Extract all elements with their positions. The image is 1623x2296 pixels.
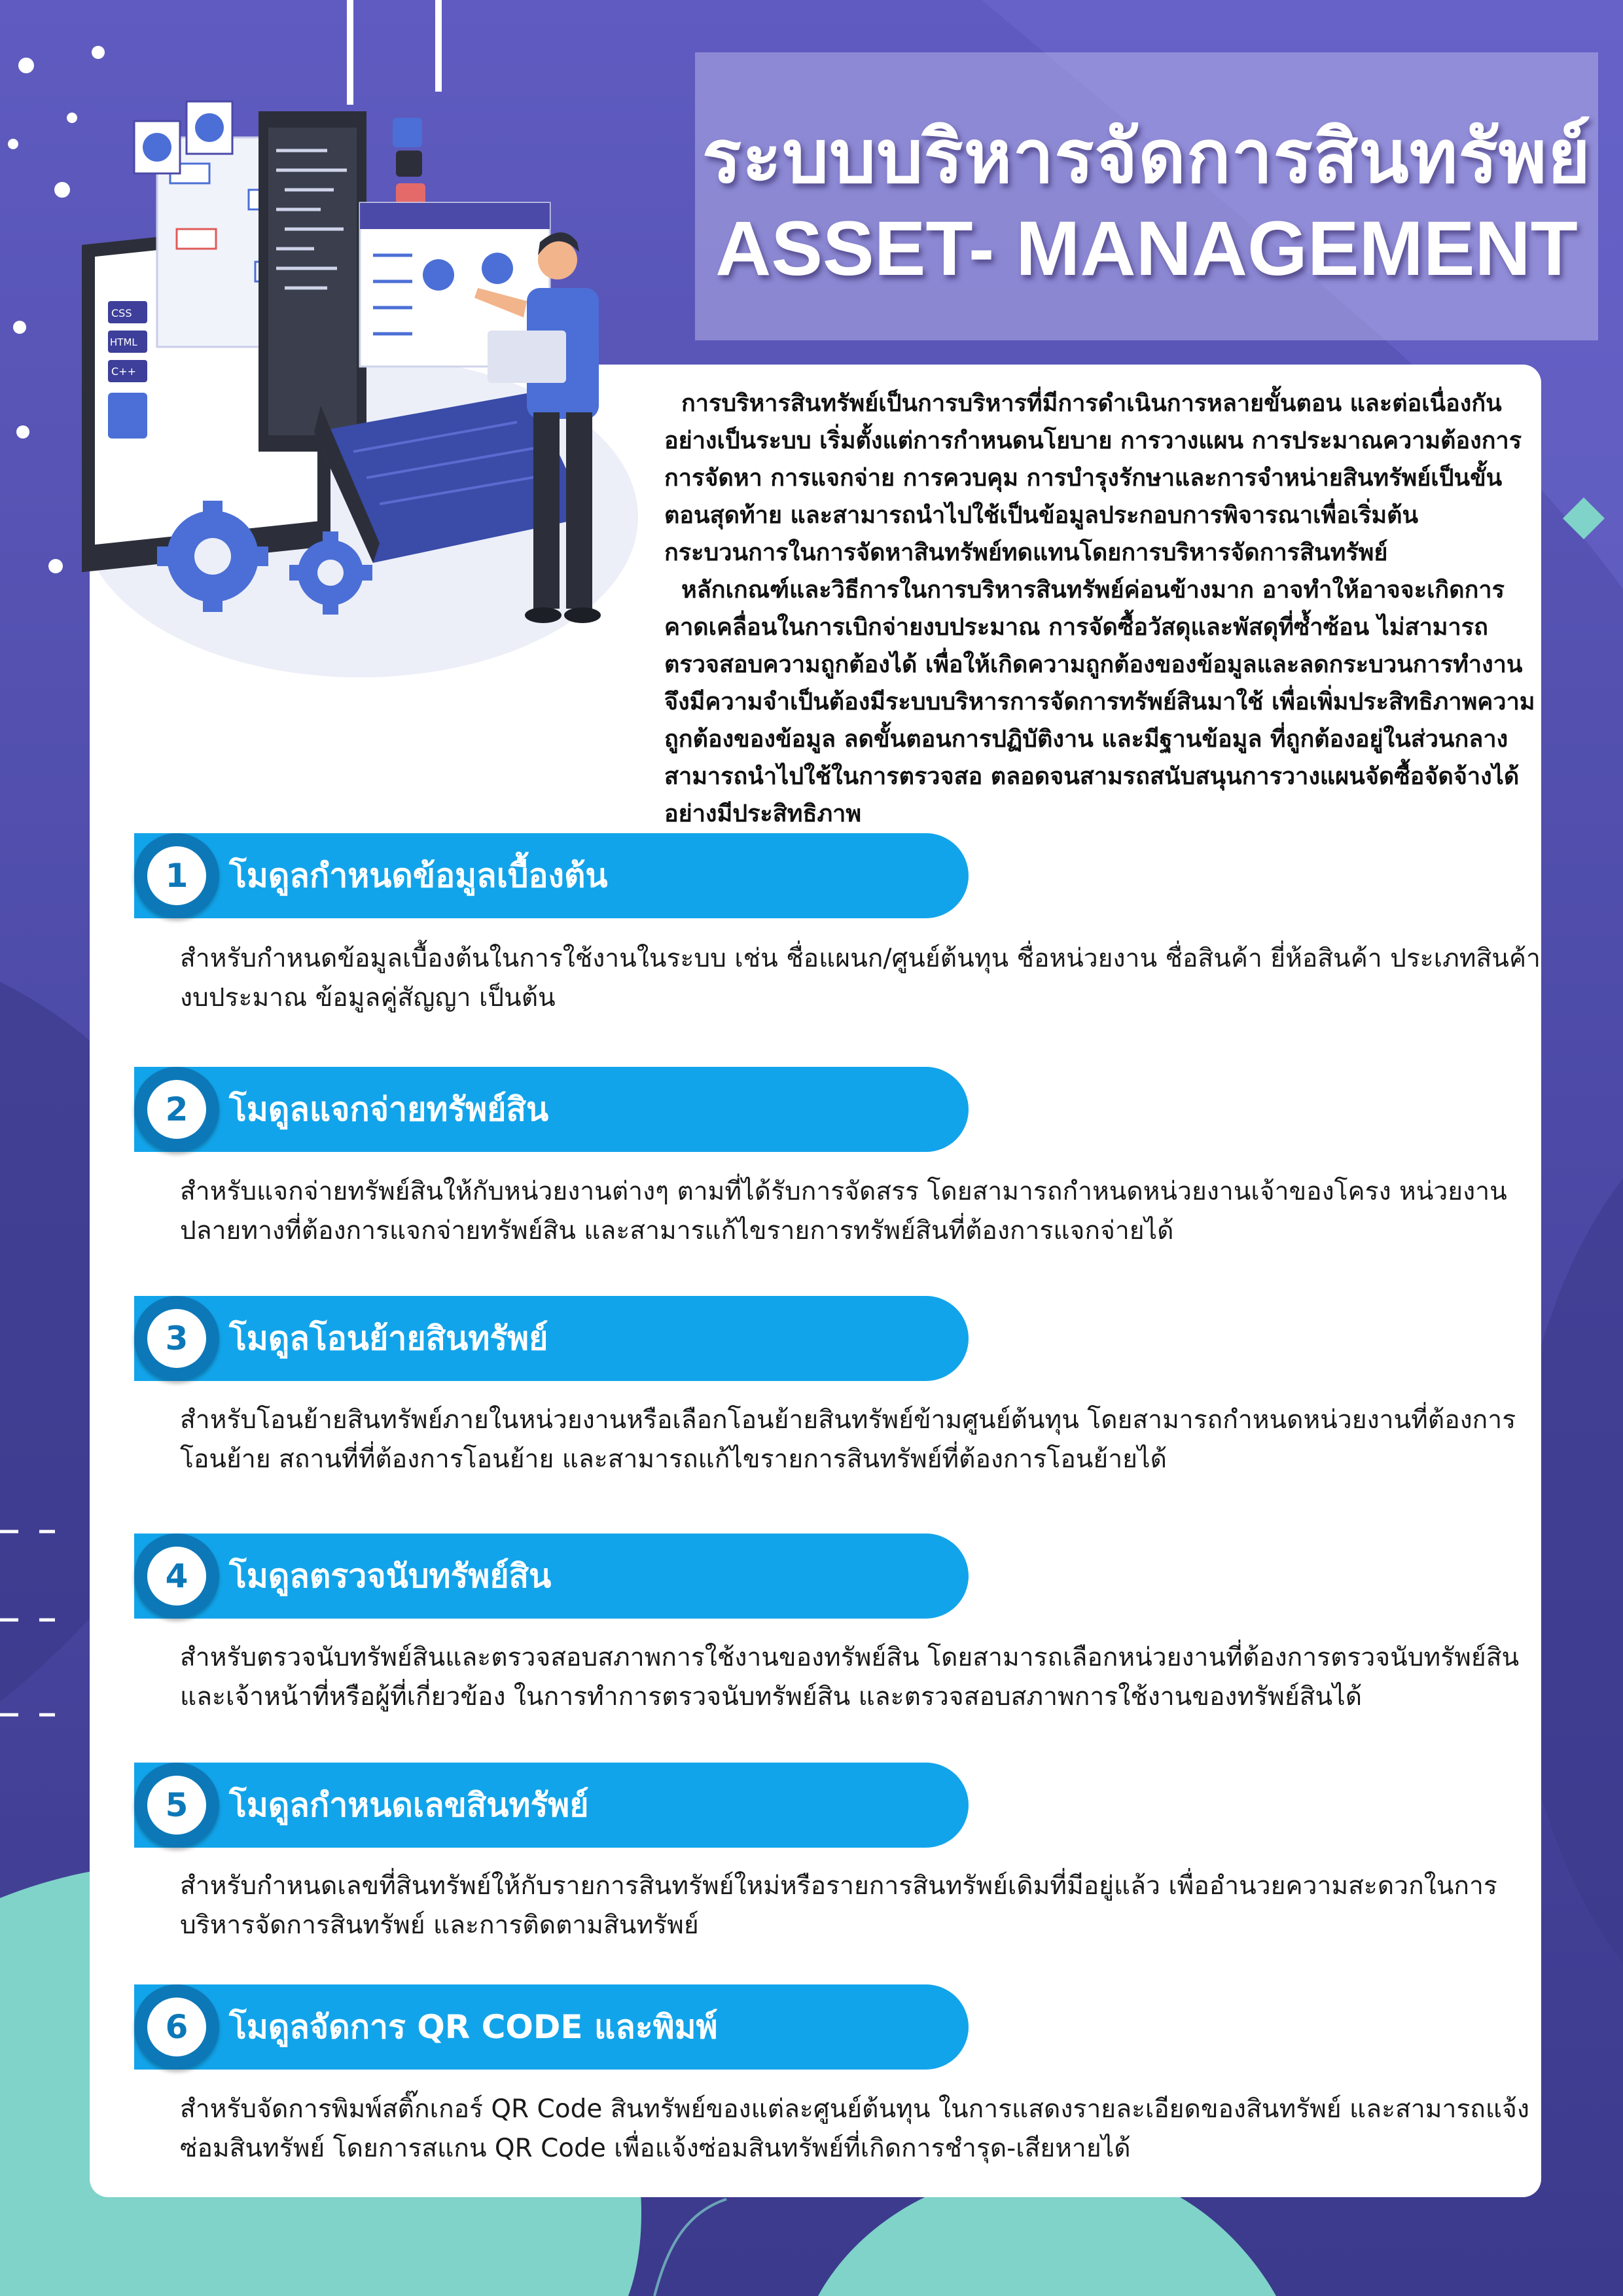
module-title: โมดูลแจกจ่ายทรัพย์สิน bbox=[229, 1090, 549, 1128]
module-description: สำหรับกำหนดเลขที่สินทรัพย์ให้กับรายการสินทรัพย์ใหม่หรือรายการสินทรัพย์เดิมที่มีอยู่แล้ว เพื่ออำนวยความสะดวกในการบริหารจัดการสินทรัพย์ และการติดตามสินทรัพย์ bbox=[180, 1871, 1497, 1940]
module-number: 1 bbox=[147, 846, 206, 905]
module-title: โมดูลจัดการ QR CODE และพิมพ์ bbox=[229, 2008, 718, 2046]
module-number-badge bbox=[134, 1296, 219, 1381]
module-number-badge bbox=[134, 1067, 219, 1152]
screen-label-html: HTML bbox=[110, 336, 137, 348]
module-number-badge bbox=[134, 1763, 219, 1848]
intro-paragraph-2: หลักเกณฑ์และวิธีการในการบริหารสินทรัพย์ค่อนข้างมาก อาจทำให้อาจจะเกิดการคาดเคลื่อนในการเบิกจ่ายงบประมาณ การจัดซื้อวัสดุและพัสดุที่ซ้ำซ้อน ไม่สามารถตรวจสอบความถูกต้องได้ เพื่อให้เกิดความถูกต้องของข้อมูลและลดกระบวนการทำงาน จึงมีความจำเป็นต้องมีระบบบริหารการจัดการทรัพย์สินมาใช้ เพื่อเพิ่มประสิทธิภาพความถูกต้องของข้อมูล ลดขั้นตอนการปฏิบัติงาน และมีฐานข้อมูล ที่ถูกต้องอยู่ในส่วนกลาง สามารถนำไปใช้ในการตรวจสอ ตลอดจนสามรถสนับสนุนการวางแผนจัดซื้อจัดจ้างได้อย่างมีประสิทธิภาพ bbox=[664, 577, 1535, 827]
screen-label-cpp: C++ bbox=[111, 365, 136, 378]
module-description: สำหรับจัดการพิมพ์สติ๊กเกอร์ QR Code สินทรัพย์ของแต่ละศูนย์ต้นทุน ในการแสดงรายละเอียดของสินทรัพย์ และสามารถแจ้งซ่อมสินทรัพย์ โดยการสแกน QR Code เพื่อแจ้งซ่อมสินทรัพย์ที่เกิดการชำรุด-เสียหายได้ bbox=[180, 2094, 1529, 2163]
module-description: สำหรับแจกจ่ายทรัพย์สินให้กับหน่วยงานต่างๆ ตามที่ได้รับการจัดสรร โดยสามารถกำหนดหน่วยงานเจ้าของโครง หน่วยงานปลายทางที่ต้องการแจกจ่ายทรัพย์สิน และสามารแก้ไขรายการทรัพย์สินที่ต้องการแจกจ่ายได้ bbox=[180, 1177, 1507, 1246]
module-number-badge bbox=[134, 833, 219, 918]
module-title: โมดูลกำหนดข้อมูลเบื้องต้น bbox=[229, 857, 608, 895]
page-title-english: ASSET- MANAGEMENT bbox=[715, 206, 1578, 292]
module-number: 5 bbox=[147, 1776, 206, 1835]
module-number-badge bbox=[134, 1984, 219, 2070]
module-number-badge bbox=[134, 1534, 219, 1619]
module-description: สำหรับกำหนดข้อมูลเบื้องต้นในการใช้งานในระบบ เช่น ชื่อแผนก/ศูนย์ต้นทุน ชื่อหน่วยงาน ชื่อสินค้า ยี่ห้อสินค้า ประเภทสินค้า งบประมาณ ข้อมูลคู่สัญญา เป็นต้น bbox=[180, 944, 1541, 1013]
screen-label-css: CSS bbox=[111, 307, 132, 319]
page-title-thai: ระบบบริหารจัดการสินทรัพย์ bbox=[702, 115, 1592, 200]
module-description: สำหรับโอนย้ายสินทรัพย์ภายในหน่วยงานหรือเลือกโอนย้ายสินทรัพย์ข้ามศูนย์ต้นทุน โดยสามารถกำหนดหน่วยงานที่ต้องการโอนย้าย สถานที่ที่ต้องการโอนย้าย และสามารถแก้ไขรายการสินทรัพย์ที่ต้องการโอนย้ายได้ bbox=[180, 1405, 1516, 1474]
monitor-code bbox=[259, 111, 366, 452]
module-description: สำหรับตรวจนับทรัพย์สินและตรวจสอบสภาพการใช้งานของทรัพย์สิน โดยสามารถเลือกหน่วยงานที่ต้องการตรวจนับทรัพย์สินและเจ้าหน้าที่หรือผู้ที่เกี่ยวข้อง ในการทำการตรวจนับทรัพย์สิน และตรวจสอบสภาพการใช้งานของทรัพย์สินได้ bbox=[180, 1643, 1520, 1712]
module-number: 3 bbox=[147, 1309, 206, 1368]
intro-paragraph-1: การบริหารสินทรัพย์เป็นการบริหารที่มีการดำเนินการหลายขั้นตอน และต่อเนื่องกันอย่างเป็นระบบ เริ่มตั้งแต่การกำหนดนโยบาย การวางแผน การประมาณความต้องการ การจัดหา การแจกจ่าย การควบคุม การบำรุงรักษาและการจำหน่ายสินทรัพย์เป็นขั้นตอนสุดท้าย และสามารถนำไปใช้เป็นข้อมูลประกอบการพิจารณาเพื่อเริ่มต้นกระบวนการในการจัดหาสินทรัพย์ทดแทนโดยการบริหารจัดการสินทรัพย์ bbox=[664, 390, 1522, 566]
module-number: 2 bbox=[147, 1080, 206, 1139]
module-number: 6 bbox=[147, 1998, 206, 2056]
module-number: 4 bbox=[147, 1547, 206, 1605]
asset-management-illustration bbox=[46, 65, 661, 687]
intro-text bbox=[664, 385, 1541, 833]
module-title: โมดูลตรวจนับทรัพย์สิน bbox=[229, 1557, 552, 1595]
module-title: โมดูลกำหนดเลขสินทรัพย์ bbox=[229, 1786, 589, 1824]
module-title: โมดูลโอนย้ายสินทรัพย์ bbox=[229, 1319, 548, 1357]
